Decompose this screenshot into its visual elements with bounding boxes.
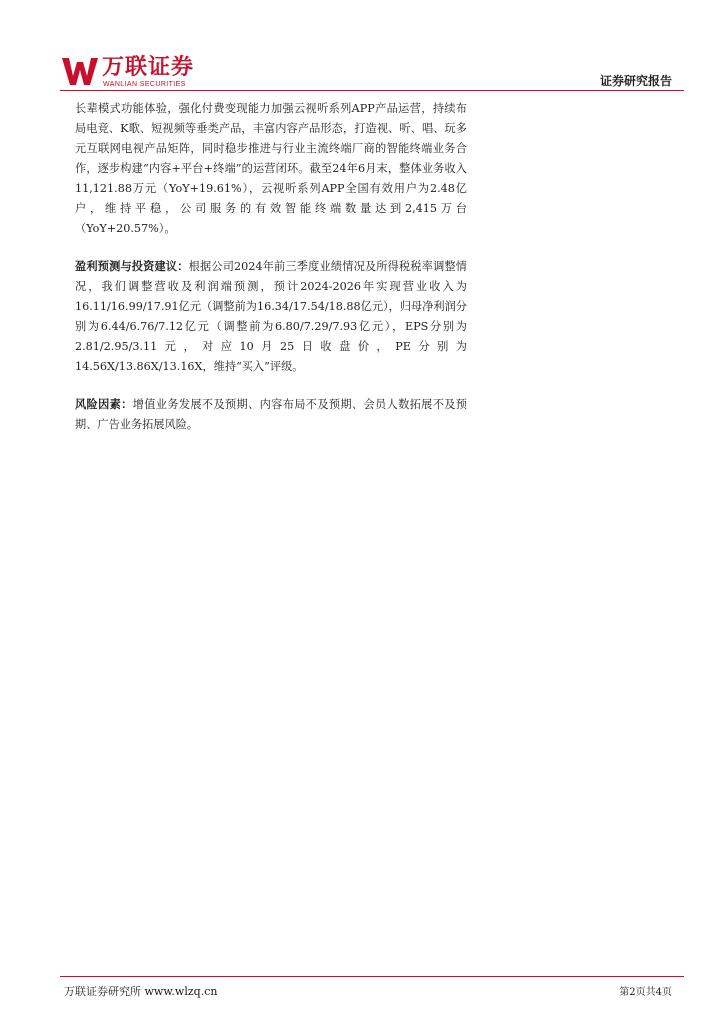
wanlian-logo-mark-icon	[62, 56, 100, 86]
report-body	[75, 99, 467, 453]
intro-paragraph: 长辈模式功能体验，强化付费变现能力加强云视听系列APP产品运营，持续布局电竞、K歌、短视频等垂类产品，丰富内容产品形态，打造视、听、唱、玩多元互联网电视产品矩阵，同时稳步推进与行业主流终端厂商的智能终端业务合作，逐步构建“内容+平台+终端”的运营闭环。截至24年6月末，整体业务收入11,121.88万元（YoY+19.61%），云视听系列APP全国有效用户为2.48亿户，维持平稳，公司服务的有效智能终端数量达到2,415万台（YoY+20.57%）。	[75, 102, 467, 235]
page-header	[0, 0, 724, 90]
risk-text: 增值业务发展不及预期、内容布局不及预期、会员人数拓展不及预期、广告业务拓展风险。	[75, 398, 467, 431]
company-logo	[62, 56, 212, 90]
report-type: 证券研究报告	[599, 74, 672, 88]
forecast-label: 盈利预测与投资建议：	[75, 260, 189, 273]
forecast-paragraph	[75, 257, 467, 377]
logo-brand-en: WANLIAN SECURITIES	[103, 81, 186, 88]
logo-brand-cn: 万联证券	[102, 55, 195, 80]
footer-divider	[60, 976, 684, 977]
page-number: 第2页共4页	[619, 987, 672, 998]
forecast-text: 根据公司2024年前三季度业绩情况及所得税税率调整情况，我们调整营收及利润端预测，预计2024-2026年实现营业收入为16.11/16.99/17.91亿元（调整前为16.34/17.54/18.88亿元），归母净利润分别为6.44/6.76/7.12亿元（调整前为6.80/7.29/7.93亿元），EPS分别为2.81/2.95/3.11元，对应10月25日收盘价，PE分别为14.56X/13.86X/13.16X，维持“买入”评级。	[75, 260, 467, 373]
risk-label: 风险因素：	[75, 398, 133, 411]
risk-paragraph	[75, 395, 467, 435]
footer-institute: 万联证券研究所 www.wlzq.cn	[64, 985, 218, 998]
header-divider	[60, 90, 684, 91]
